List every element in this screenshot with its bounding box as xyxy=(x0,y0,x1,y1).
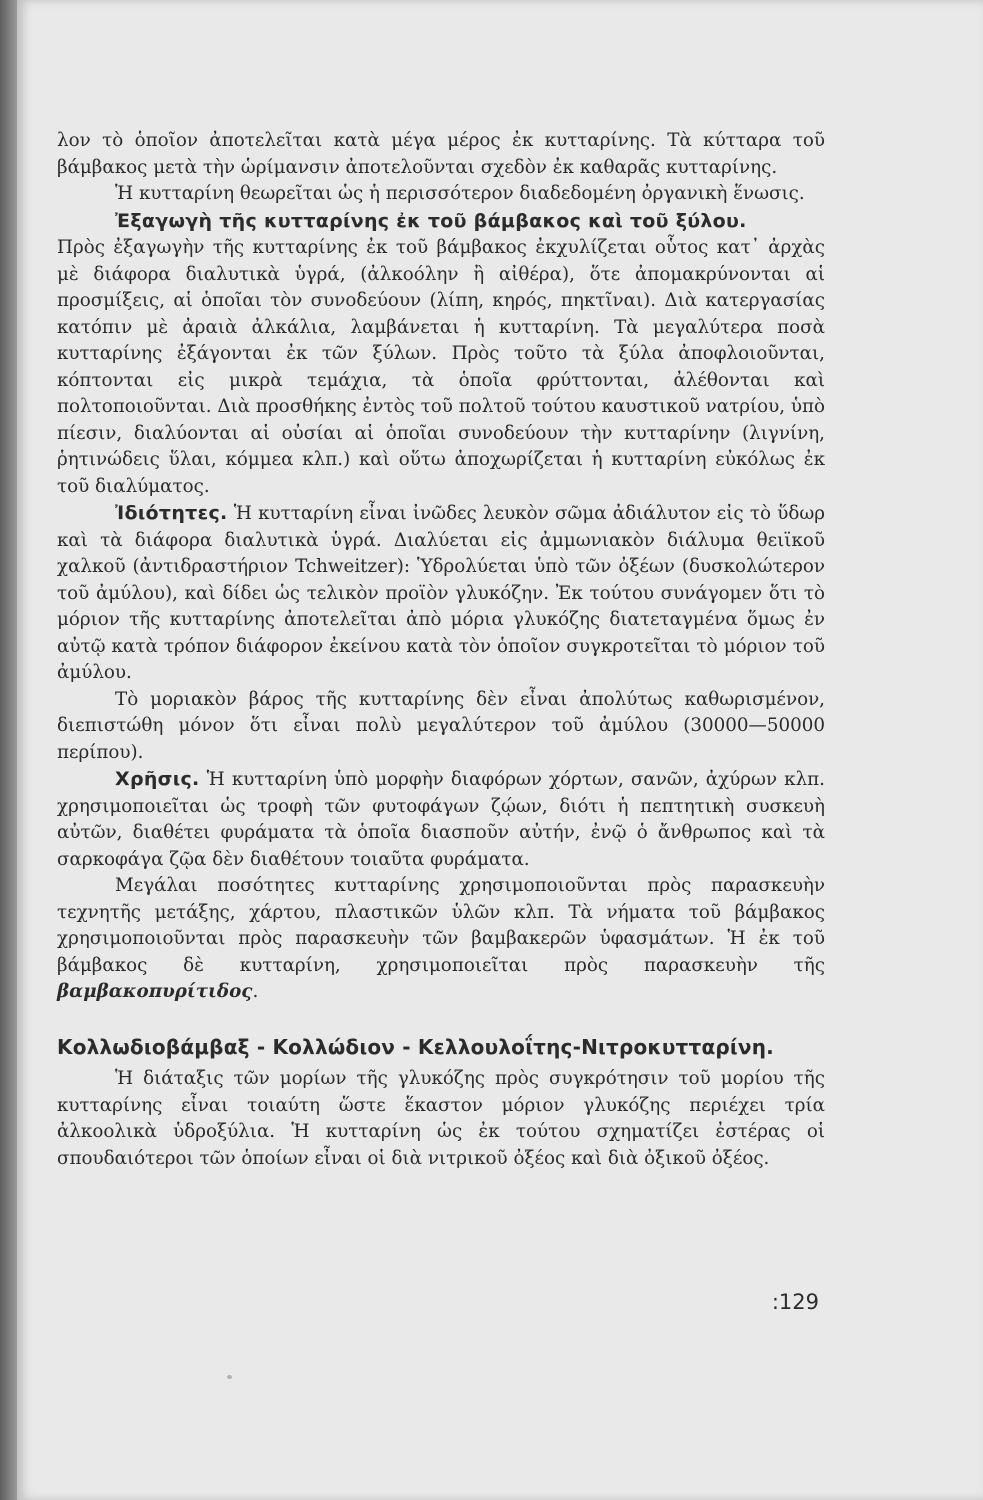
paragraph-use xyxy=(57,766,825,873)
paragraph-continued: λον τὸ ὁποῖον ἀποτελεῖται κατὰ μέγα μέρος ἐκ κυτταρίνης. Τὰ κύτταρα τοῦ βάμβακος μετὰ τὴν ὡρίμανσιν ἀποτελοῦνται σχεδὸν ἐκ καθαρᾶς κυτταρίνης. xyxy=(57,130,825,178)
term-guncotton: βαμβακοπυρίτιδος xyxy=(57,981,253,1002)
book-page xyxy=(17,0,983,1500)
paragraph-industrial-use-text: Μεγάλαι ποσότητες κυτταρίνης χρησιμοποιοῦνται πρὸς παρασκευὴν τεχνητῆς μετάξης, χάρτου, πλαστικῶν ὑλῶν κλπ. Τὰ νήματα τοῦ βάμβακος χρησιμοποιοῦνται πρὸς παρασκευὴν τῶν βαμβακερῶν ὑφασμάτων. Ἡ ἐκ τοῦ βάμβακος δὲ κυτταρίνη, χρησιμοποιεῖται πρὸς παρασκευὴν τῆς xyxy=(57,875,825,976)
page-text xyxy=(57,128,825,1172)
paragraph-properties xyxy=(57,500,825,687)
paragraph-molecular-weight: Τὸ μοριακὸν βάρος τῆς κυτταρίνης δὲν εἶναι ἀπολύτως καθωρισμένον, διεπιστώθη μόνον ὅτι εἶναι πολὺ μεγαλύτερον τοῦ ἀμύλου (30000—50000 περίπου). xyxy=(57,688,825,763)
heading-use: Χρῆσις. xyxy=(115,768,200,790)
heading-extraction xyxy=(57,208,825,236)
book-gutter xyxy=(0,0,17,1500)
paragraph-glucose-arrangement: Ἡ διάταξις τῶν μορίων τῆς γλυκόζης πρὸς συγκρότησιν τοῦ μορίου τῆς κυτταρίνης εἶναι τοιαύτη ὥστε ἕκαστον μόριον γλυκόζης περιέχει τρία ἀλκοολικὰ ὑδροξύλια. Ἡ κυτταρίνη ὡς ἐκ τούτου σχηματίζει ἐστέρας οἱ σπουδαιότεροι τῶν ὁποίων εἶναι οἱ διὰ νιτρικοῦ ὀξέος καὶ διὰ ὀξικοῦ ὀξέος. xyxy=(57,1068,825,1169)
paragraph-extraction: Πρὸς ἐξαγωγὴν τῆς κυτταρίνης ἐκ τοῦ βάμβακος ἐκχυλίζεται οὗτος κατ᾽ ἀρχὰς μὲ διάφορα διαλυτικὰ ὑγρά, (ἀλκοόλην ἢ αἰθέρα), ὅτε ἀπομακρύνονται αἱ προσμίξεις, αἱ ὁποῖαι τὸν συνοδεύουν (λίπη, κηρός, πηκτῖναι). Διὰ κατεργασίας κατόπιν μὲ ἀραιὰ ἀλκάλια, λαμβάνεται ἡ κυτταρίνη. Τὰ μεγαλύτερα ποσὰ κυτταρίνης ἐξάγονται ἐκ τῶν ξύλων. Πρὸς τοῦτο τὰ ξύλα ἀποφλοιοῦνται, κόπτονται εἰς μικρὰ τεμάχια, τὰ ὁποῖα φρύττονται, ἀλέθονται καὶ πολτοποιοῦνται. Διὰ προσθήκης ἐντὸς τοῦ πολτοῦ τούτου καυστικοῦ νατρίου, ὑπὸ πίεσιν, διαλύονται αἱ οὐσίαι αἱ ὁποῖαι συνοδεύουν τὴν κυτταρίνην (λιγνίνη, ῥητινώδεις ὕλαι, κόμμεα κλπ.) καὶ οὕτω ἀποχωρίζεται ἡ κυτταρίνη εὐκόλως ἐκ τοῦ διαλύματος. xyxy=(57,237,825,497)
paragraph-definition: Ἡ κυτταρίνη θεωρεῖται ὡς ἡ περισσότερον διαδεδομένη ὀργανικὴ ἕνωσις. xyxy=(115,183,805,204)
paper-speck xyxy=(227,1375,232,1379)
heading-extraction-text: Ἐξαγωγὴ τῆς κυτταρίνης ἐκ τοῦ βάμβακος καὶ τοῦ ξύλου. xyxy=(115,209,747,232)
paragraph-industrial-use xyxy=(57,873,825,1006)
page-number: :129 xyxy=(771,1290,819,1314)
paragraph-use-text: Ἡ κυτταρίνη ὑπὸ μορφὴν διαφόρων χόρτων, σανῶν, ἀχύρων κλπ. χρησιμοποιεῖται ὡς τροφὴ τῶν φυτοφάγων ζῴων, διότι ἡ πεπτητικὴ συσκευὴ αὐτῶν, διαθέτει φυράματα τὰ ὁποῖα διασποῦν αὐτήν, ἐνῷ ὁ ἄνθρωπος καὶ τὰ σαρκοφάγα ζῷα δὲν διαθέτουν τοιαῦτα φυράματα. xyxy=(57,769,825,870)
heading-properties: Ἰδιότητες. xyxy=(115,502,228,524)
paragraph-industrial-use-end: . xyxy=(252,981,259,1002)
section-heading-collodion: Κολλωδιοβάμβαξ - Κολλώδιον - Κελλουλοΐτης-Νιτροκυτταρίνη. xyxy=(57,1034,774,1059)
paragraph-properties-text: Ἡ κυτταρίνη εἶναι ἰνῶδες λευκὸν σῶμα ἀδιάλυτον εἰς τὸ ὕδωρ καὶ τὰ διάφορα διαλυτικὰ ὑγρά. Διαλύεται εἰς ἀμμωνιακὸν διάλυμα θειϊκοῦ χαλκοῦ (ἀντιδραστήριον Tchweitzer): Ὑδρολύεται ὑπὸ τῶν ὀξέων (δυσκολώτερον τοῦ ἀμύλου), καὶ δίδει ὡς τελικὸν προϊὸν γλυκόζην. Ἐκ τούτου συνάγομεν ὅτι τὸ μόριον τῆς κυτταρίνης ἀποτελεῖται ἀπὸ μόρια γλυκόζης διατεταγμένα ὅμως ἐν αὐτῷ κατὰ τρόπον διάφορον ἐκείνου κατὰ τὸν ὁποῖον συγκροτεῖται τὸ μόριον τοῦ ἀμύλου. xyxy=(57,503,825,683)
